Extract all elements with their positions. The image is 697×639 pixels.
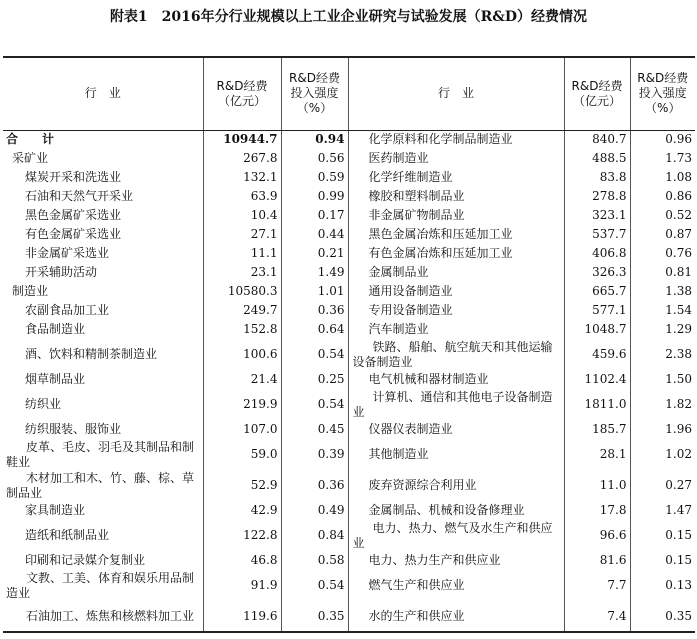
- table-row: [3, 501, 695, 520]
- left-industry-name: 有色金属矿采选业: [3, 225, 203, 244]
- left-industry-name: 煤炭开采和洗选业: [3, 168, 203, 187]
- right-industry-name: 铁路、船舶、航空航天和其他运输设备制造业: [348, 339, 564, 370]
- right-rd-funds: 665.7: [564, 282, 630, 301]
- left-rd-funds: 46.8: [203, 551, 281, 570]
- right-rd-funds: 577.1: [564, 301, 630, 320]
- left-rd-funds: 100.6: [203, 339, 281, 370]
- left-rd-funds: 63.9: [203, 187, 281, 206]
- right-industry-name: 橡胶和塑料制品业: [348, 187, 564, 206]
- left-industry-name: 黑色金属矿采选业: [3, 206, 203, 225]
- right-industry-name: 仪器仪表制造业: [348, 420, 564, 439]
- right-rd-intensity: 1.38: [665, 284, 692, 298]
- left-rd-funds: 11.1: [203, 244, 281, 263]
- right-rd-intensity: 1.29: [665, 322, 692, 336]
- table-row: [3, 420, 695, 439]
- left-rd-intensity: 0.44: [281, 225, 348, 244]
- right-rd-funds: 278.8: [564, 187, 630, 206]
- table-row: [3, 130, 695, 149]
- left-rd-intensity: 0.64: [281, 320, 348, 339]
- table-row: [3, 206, 695, 225]
- left-rd-intensity: 1.49: [281, 263, 348, 282]
- left-rd-intensity: 0.49: [281, 501, 348, 520]
- left-rd-intensity: 0.84: [281, 520, 348, 551]
- left-industry-name: 家具制造业: [3, 501, 203, 520]
- right-industry-name: 金属制品、机械和设备修理业: [348, 501, 564, 520]
- left-rd-funds: 122.8: [203, 520, 281, 551]
- right-rd-funds: 323.1: [564, 206, 630, 225]
- right-industry-name: 通用设备制造业: [348, 282, 564, 301]
- left-industry-name: 制造业: [3, 282, 203, 301]
- right-rd-funds: 488.5: [564, 149, 630, 168]
- header-rd-intensity: R&D经费投入强度（%）: [281, 57, 348, 130]
- right-rd-intensity: 0.27: [665, 478, 692, 492]
- left-rd-funds: 23.1: [203, 263, 281, 282]
- left-rd-funds: 52.9: [203, 470, 281, 501]
- left-industry-name: 非金属矿采选业: [3, 244, 203, 263]
- right-rd-intensity: 1.47: [665, 503, 692, 517]
- right-industry-name: 有色金属冶炼和压延加工业: [348, 244, 564, 263]
- left-rd-intensity: 0.25: [281, 370, 348, 389]
- right-rd-funds: 1811.0: [564, 389, 630, 420]
- right-rd-intensity: 0.87: [665, 227, 692, 241]
- right-rd-funds: 840.7: [564, 130, 630, 149]
- right-rd-funds: 81.6: [564, 551, 630, 570]
- right-industry-name: 化学原料和化学制品制造业: [348, 130, 564, 149]
- left-industry-name: 文教、工美、体育和娱乐用品制造业: [3, 570, 203, 601]
- left-industry-name: 酒、饮料和精制茶制造业: [3, 339, 203, 370]
- table-row: [3, 370, 695, 389]
- left-rd-intensity: 0.59: [281, 168, 348, 187]
- table-row: [3, 439, 695, 470]
- right-rd-intensity: 0.35: [630, 601, 695, 632]
- right-industry-name: 汽车制造业: [348, 320, 564, 339]
- left-rd-funds: 10580.3: [203, 282, 281, 301]
- left-rd-funds: 21.4: [203, 370, 281, 389]
- left-industry-name: 木材加工和木、竹、藤、棕、草制品业: [3, 470, 203, 501]
- right-industry-name: 电力、热力生产和供应业: [348, 551, 564, 570]
- right-rd-funds: 1102.4: [564, 370, 630, 389]
- left-rd-funds: 27.1: [203, 225, 281, 244]
- left-rd-funds: 132.1: [203, 168, 281, 187]
- right-industry-name: 其他制造业: [348, 439, 564, 470]
- left-industry-name: 纺织业: [3, 389, 203, 420]
- table-row: [3, 601, 695, 632]
- right-industry-name: 专用设备制造业: [348, 301, 564, 320]
- right-rd-funds: 11.0: [564, 470, 630, 501]
- left-rd-funds: 119.6: [203, 601, 281, 632]
- right-rd-intensity: 1.02: [665, 447, 692, 461]
- table-row: [3, 389, 695, 420]
- left-rd-intensity: 0.45: [281, 420, 348, 439]
- table-row: [3, 282, 695, 301]
- right-rd-intensity: 1.50: [665, 372, 692, 386]
- right-industry-name: 医药制造业: [348, 149, 564, 168]
- right-rd-intensity: 0.81: [665, 265, 692, 279]
- right-industry-name: 黑色金属冶炼和压延加工业: [348, 225, 564, 244]
- left-rd-intensity: 0.35: [281, 601, 348, 632]
- right-industry-name: 计算机、通信和其他电子设备制造业: [348, 389, 564, 420]
- left-rd-funds: 10.4: [203, 206, 281, 225]
- left-rd-intensity: 0.36: [281, 301, 348, 320]
- right-rd-intensity: 1.96: [665, 422, 692, 436]
- right-rd-intensity: 1.82: [665, 397, 692, 411]
- left-industry-name: 合 计: [3, 130, 203, 149]
- left-industry-name: 石油加工、炼焦和核燃料加工业: [3, 601, 203, 632]
- right-rd-funds: 7.4: [564, 601, 630, 632]
- header-rd-funds: R&D经费（亿元）: [203, 57, 281, 130]
- table-row: [3, 551, 695, 570]
- left-industry-name: 开采辅助活动: [3, 263, 203, 282]
- left-rd-intensity: 0.17: [281, 206, 348, 225]
- right-rd-funds: 537.7: [564, 225, 630, 244]
- left-rd-intensity: 0.54: [281, 389, 348, 420]
- left-industry-name: 纺织服装、服饰业: [3, 420, 203, 439]
- left-rd-intensity: 0.94: [281, 130, 348, 149]
- table-body: [3, 130, 695, 632]
- table-row: [3, 244, 695, 263]
- right-industry-name: 水的生产和供应业: [348, 601, 564, 632]
- left-rd-funds: 219.9: [203, 389, 281, 420]
- left-industry-name: 食品制造业: [3, 320, 203, 339]
- left-rd-intensity: 0.36: [281, 470, 348, 501]
- right-rd-intensity: 0.52: [665, 208, 692, 222]
- right-rd-intensity: 1.54: [665, 303, 692, 317]
- left-rd-intensity: 0.54: [281, 339, 348, 370]
- right-rd-intensity: 0.15: [665, 528, 692, 542]
- left-industry-name: 烟草制品业: [3, 370, 203, 389]
- right-rd-intensity: 0.96: [665, 132, 692, 147]
- right-rd-intensity: 0.15: [665, 553, 692, 567]
- left-industry-name: 石油和天然气开采业: [3, 187, 203, 206]
- right-rd-funds: 96.6: [564, 520, 630, 551]
- left-rd-intensity: 0.39: [281, 439, 348, 470]
- left-rd-funds: 42.9: [203, 501, 281, 520]
- right-rd-funds: 185.7: [564, 420, 630, 439]
- left-rd-intensity: 0.54: [281, 570, 348, 601]
- left-industry-name: 印刷和记录媒介复制业: [3, 551, 203, 570]
- right-industry-name: 非金属矿物制品业: [348, 206, 564, 225]
- table-row: [3, 168, 695, 187]
- rd-table: [3, 56, 695, 633]
- left-rd-intensity: 0.56: [281, 149, 348, 168]
- left-industry-name: 皮革、毛皮、羽毛及其制品和制鞋业: [3, 439, 203, 470]
- rd-table-container: [3, 56, 695, 633]
- right-industry-name: 金属制品业: [348, 263, 564, 282]
- right-industry-name: 电气机械和器材制造业: [348, 370, 564, 389]
- left-rd-funds: 107.0: [203, 420, 281, 439]
- header-row: [3, 57, 695, 130]
- table-row: [3, 263, 695, 282]
- header-industry-right: 行 业: [348, 57, 564, 130]
- table-row: [3, 320, 695, 339]
- left-rd-funds: 152.8: [203, 320, 281, 339]
- right-rd-intensity: 0.86: [665, 189, 692, 203]
- right-rd-funds: 459.6: [564, 339, 630, 370]
- table-row: [3, 225, 695, 244]
- table-row: [3, 570, 695, 601]
- left-rd-funds: 59.0: [203, 439, 281, 470]
- right-rd-funds: 326.3: [564, 263, 630, 282]
- left-rd-funds: 10944.7: [203, 130, 281, 149]
- left-industry-name: 农副食品加工业: [3, 301, 203, 320]
- right-rd-funds: 7.7: [564, 570, 630, 601]
- left-industry-name: 造纸和纸制品业: [3, 520, 203, 551]
- left-rd-funds: 91.9: [203, 570, 281, 601]
- right-rd-intensity: 0.13: [665, 578, 692, 592]
- left-industry-name: 采矿业: [3, 149, 203, 168]
- left-rd-funds: 249.7: [203, 301, 281, 320]
- right-industry-name: 化学纤维制造业: [348, 168, 564, 187]
- right-rd-funds: 83.8: [564, 168, 630, 187]
- right-rd-intensity: 0.76: [665, 246, 692, 260]
- table-row: [3, 149, 695, 168]
- table-row: [3, 339, 695, 370]
- right-rd-funds: 406.8: [564, 244, 630, 263]
- left-rd-intensity: 0.58: [281, 551, 348, 570]
- right-rd-funds: 28.1: [564, 439, 630, 470]
- right-industry-name: 电力、热力、燃气及水生产和供应业: [348, 520, 564, 551]
- right-rd-intensity: 1.08: [665, 170, 692, 184]
- left-rd-intensity: 0.21: [281, 244, 348, 263]
- right-rd-funds: 1048.7: [564, 320, 630, 339]
- right-industry-name: 废弃资源综合利用业: [348, 470, 564, 501]
- table-title: 附表1 2016年分行业规模以上工业企业研究与试验发展（R&D）经费情况: [109, 9, 588, 25]
- left-rd-intensity: 1.01: [281, 282, 348, 301]
- left-rd-intensity: 0.99: [281, 187, 348, 206]
- right-rd-intensity: 2.38: [665, 347, 692, 361]
- table-row: [3, 470, 695, 501]
- table-row: [3, 520, 695, 551]
- right-rd-funds: 17.8: [564, 501, 630, 520]
- table-row: [3, 187, 695, 206]
- header-rd-funds-right: R&D经费（亿元）: [564, 57, 630, 130]
- left-rd-funds: 267.8: [203, 149, 281, 168]
- header-industry: 行 业: [3, 57, 203, 130]
- right-rd-intensity: 1.73: [665, 151, 692, 165]
- table-row: [3, 301, 695, 320]
- right-industry-name: 燃气生产和供应业: [348, 570, 564, 601]
- header-rd-intensity-right: R&D经费投入强度（%）: [630, 57, 695, 130]
